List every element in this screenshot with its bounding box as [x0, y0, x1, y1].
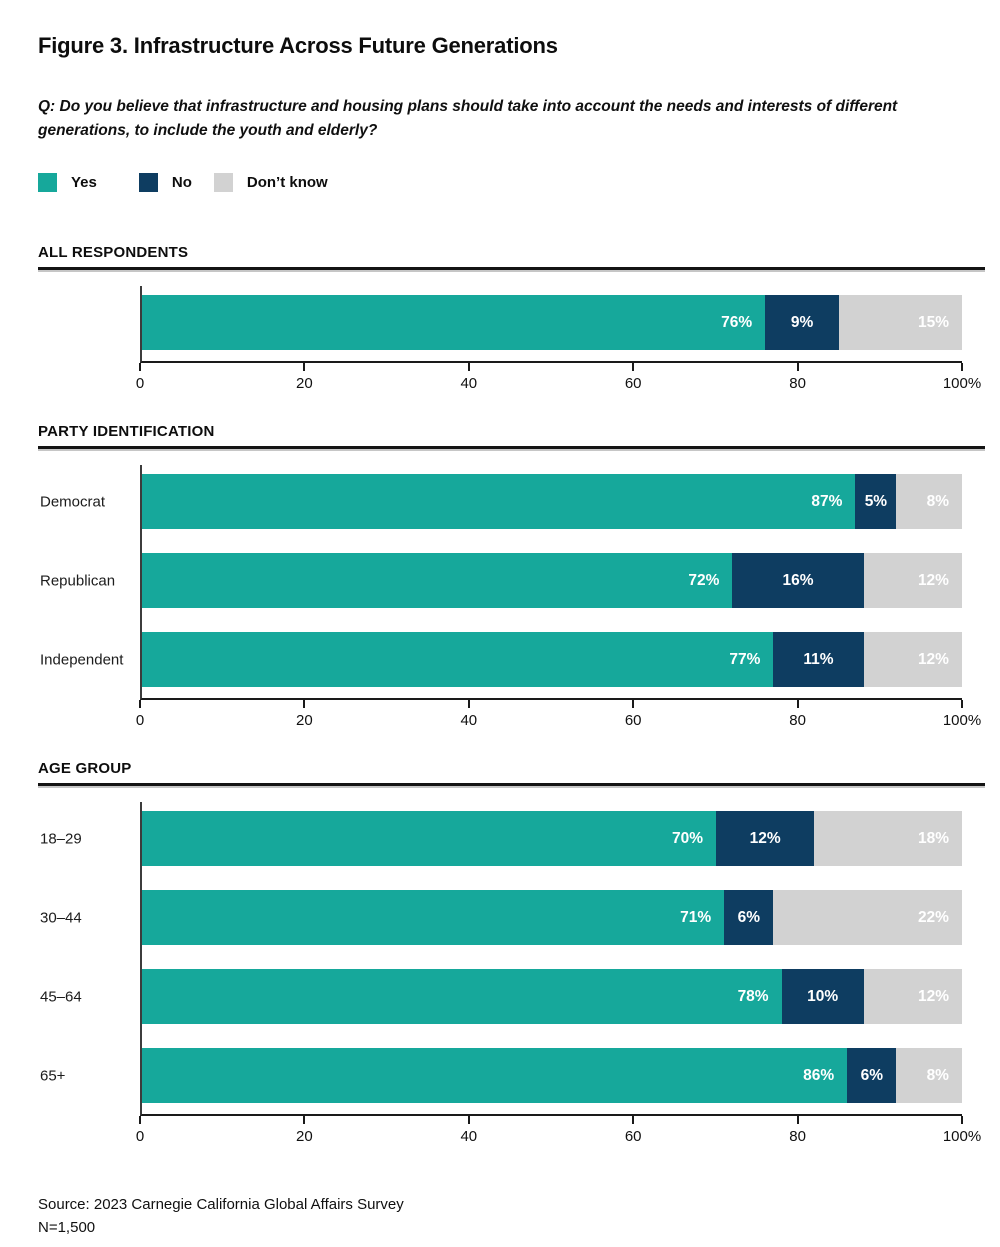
- axis-tick-label: 40: [460, 375, 478, 393]
- percent-label: 15%: [917, 313, 949, 331]
- percent-label: 78%: [737, 987, 769, 1005]
- stacked-bar: [142, 553, 962, 608]
- legend-label: Don’t know: [246, 174, 328, 192]
- percent-label: 12%: [917, 650, 949, 668]
- charts-container: [38, 244, 985, 1150]
- legend-swatch-yes: [38, 173, 57, 192]
- bar-row-independent: [40, 632, 962, 687]
- bar-row: [142, 295, 962, 350]
- percent-label: 10%: [807, 987, 839, 1005]
- source-block: [38, 1194, 985, 1239]
- axis-tick: [632, 700, 634, 708]
- bar-row-30-44: [40, 890, 962, 945]
- segment-don-t-know: [896, 1048, 962, 1103]
- stacked-bar: [142, 890, 962, 945]
- percent-label: 18%: [917, 829, 949, 847]
- axis-tick: [468, 700, 470, 708]
- bar-row-republican: [40, 553, 962, 608]
- legend-item-no: [139, 173, 192, 192]
- question-text: Q: Do you believe that infrastructure and housing plans should take into account the needs and interests of different generations, to include the youth and elderly?: [38, 98, 898, 140]
- bar-row-45-64: [40, 969, 962, 1024]
- percent-label: 12%: [917, 987, 949, 1005]
- axis-tick-label: 20: [296, 712, 313, 730]
- section-header: AGE GROUP: [38, 760, 132, 778]
- bar-row-democrat: [40, 474, 962, 529]
- axis-tick: [797, 363, 799, 371]
- axis-tick: [961, 363, 963, 371]
- legend-item-don-t-know: [214, 173, 328, 192]
- x-axis: [135, 363, 982, 397]
- category-label: Democrat: [40, 493, 106, 511]
- percent-label: 8%: [926, 492, 949, 510]
- segment-no: [782, 969, 864, 1024]
- segment-no: [724, 890, 773, 945]
- x-axis: [135, 700, 982, 734]
- stacked-bar: [142, 811, 962, 866]
- segment-don-t-know: [814, 811, 962, 866]
- category-label: 45–64: [40, 988, 82, 1006]
- percent-label: 76%: [721, 313, 753, 331]
- stacked-bar: [142, 295, 962, 350]
- section-header: PARTY IDENTIFICATION: [38, 423, 215, 441]
- plot-area: [140, 286, 962, 363]
- bar-row-65: [40, 1048, 962, 1103]
- category-label: Republican: [40, 572, 116, 590]
- axis-tick: [139, 363, 141, 371]
- legend: [38, 173, 985, 192]
- percent-label: 9%: [790, 313, 814, 331]
- category-label: 30–44: [40, 909, 82, 927]
- axis-tick-label: 0: [135, 375, 145, 393]
- axis-tick: [139, 1116, 141, 1124]
- axis-tick-label: 60: [624, 1128, 642, 1146]
- section-party-identification: [38, 423, 985, 734]
- axis-tick: [632, 363, 634, 371]
- segment-don-t-know: [896, 474, 962, 529]
- percent-label: 70%: [671, 829, 703, 847]
- legend-label: No: [171, 174, 192, 192]
- stacked-bar: [142, 632, 962, 687]
- legend-item-yes: [38, 173, 97, 192]
- section-age-group: [38, 760, 985, 1150]
- axis-tick-label: 20: [296, 1128, 313, 1146]
- axis-tick: [797, 1116, 799, 1124]
- axis-tick: [468, 1116, 470, 1124]
- axis-tick-label: 80: [789, 712, 806, 730]
- category-label: 65+: [40, 1067, 66, 1085]
- section-all-respondents: [38, 244, 985, 397]
- segment-no: [847, 1048, 896, 1103]
- axis-tick-label: 0: [135, 1128, 145, 1146]
- axis-tick: [468, 363, 470, 371]
- axis-tick-label: 20: [296, 375, 313, 393]
- axis-tick-label: 60: [624, 712, 642, 730]
- segment-yes: [142, 474, 855, 529]
- stacked-bar: [142, 969, 962, 1024]
- segment-no: [855, 474, 896, 529]
- stacked-bar: [142, 1048, 962, 1103]
- percent-label: 8%: [926, 1066, 949, 1084]
- section-rule: [38, 783, 985, 786]
- segment-don-t-know: [773, 890, 962, 945]
- section-rule: [38, 267, 985, 270]
- segment-yes: [142, 553, 732, 608]
- axis-tick-label: 40: [460, 712, 478, 730]
- x-axis: [135, 1116, 982, 1150]
- percent-label: 22%: [917, 908, 949, 926]
- axis-tick: [961, 700, 963, 708]
- axis-tick-label: 40: [460, 1128, 478, 1146]
- axis-tick-label: 100%: [942, 375, 982, 393]
- segment-no: [765, 295, 839, 350]
- segment-yes: [142, 632, 773, 687]
- source-text: Source: 2023 Carnegie California Global Affairs Survey: [38, 1196, 404, 1214]
- segment-no: [773, 632, 863, 687]
- axis-tick: [632, 1116, 634, 1124]
- axis-tick: [139, 700, 141, 708]
- category-label: 18–29: [40, 830, 82, 848]
- legend-label: Yes: [71, 174, 97, 192]
- segment-yes: [142, 890, 724, 945]
- percent-label: 12%: [917, 571, 949, 589]
- percent-label: 87%: [811, 492, 843, 510]
- percent-label: 77%: [729, 650, 761, 668]
- percent-label: 12%: [749, 829, 781, 847]
- axis-tick: [961, 1116, 963, 1124]
- axis-tick-label: 60: [624, 375, 642, 393]
- axis-tick: [303, 363, 305, 371]
- segment-yes: [142, 295, 765, 350]
- legend-swatch-dont_know: [214, 173, 233, 192]
- axis-tick: [797, 700, 799, 708]
- figure-title: Figure 3. Infrastructure Across Future Generations: [38, 33, 558, 58]
- axis-tick-label: 100%: [942, 1128, 982, 1146]
- percent-label: 72%: [688, 571, 720, 589]
- segment-don-t-know: [864, 632, 962, 687]
- segment-yes: [142, 969, 782, 1024]
- percent-label: 11%: [803, 650, 834, 668]
- section-rule: [38, 446, 985, 449]
- segment-no: [716, 811, 814, 866]
- sample-size: N=1,500: [38, 1218, 96, 1236]
- stacked-bar: [142, 474, 962, 529]
- percent-label: 6%: [737, 908, 760, 926]
- percent-label: 86%: [803, 1066, 835, 1084]
- percent-label: 16%: [782, 571, 814, 589]
- axis-tick-label: 100%: [942, 712, 982, 730]
- section-header: ALL RESPONDENTS: [38, 244, 189, 262]
- legend-swatch-no: [139, 173, 158, 192]
- plot-area: [40, 802, 962, 1116]
- axis-tick-label: 0: [135, 712, 145, 730]
- bar-row-18-29: [40, 811, 962, 866]
- percent-label: 5%: [864, 492, 888, 510]
- percent-label: 6%: [860, 1066, 883, 1084]
- segment-don-t-know: [864, 969, 962, 1024]
- plot-area: [40, 465, 962, 700]
- axis-tick: [303, 1116, 305, 1124]
- axis-tick-label: 80: [789, 375, 806, 393]
- segment-don-t-know: [839, 295, 962, 350]
- segment-yes: [142, 811, 716, 866]
- segment-don-t-know: [864, 553, 962, 608]
- segment-no: [732, 553, 863, 608]
- axis-tick: [303, 700, 305, 708]
- segment-yes: [142, 1048, 847, 1103]
- percent-label: 71%: [680, 908, 712, 926]
- category-label: Independent: [40, 651, 124, 669]
- axis-tick-label: 80: [789, 1128, 806, 1146]
